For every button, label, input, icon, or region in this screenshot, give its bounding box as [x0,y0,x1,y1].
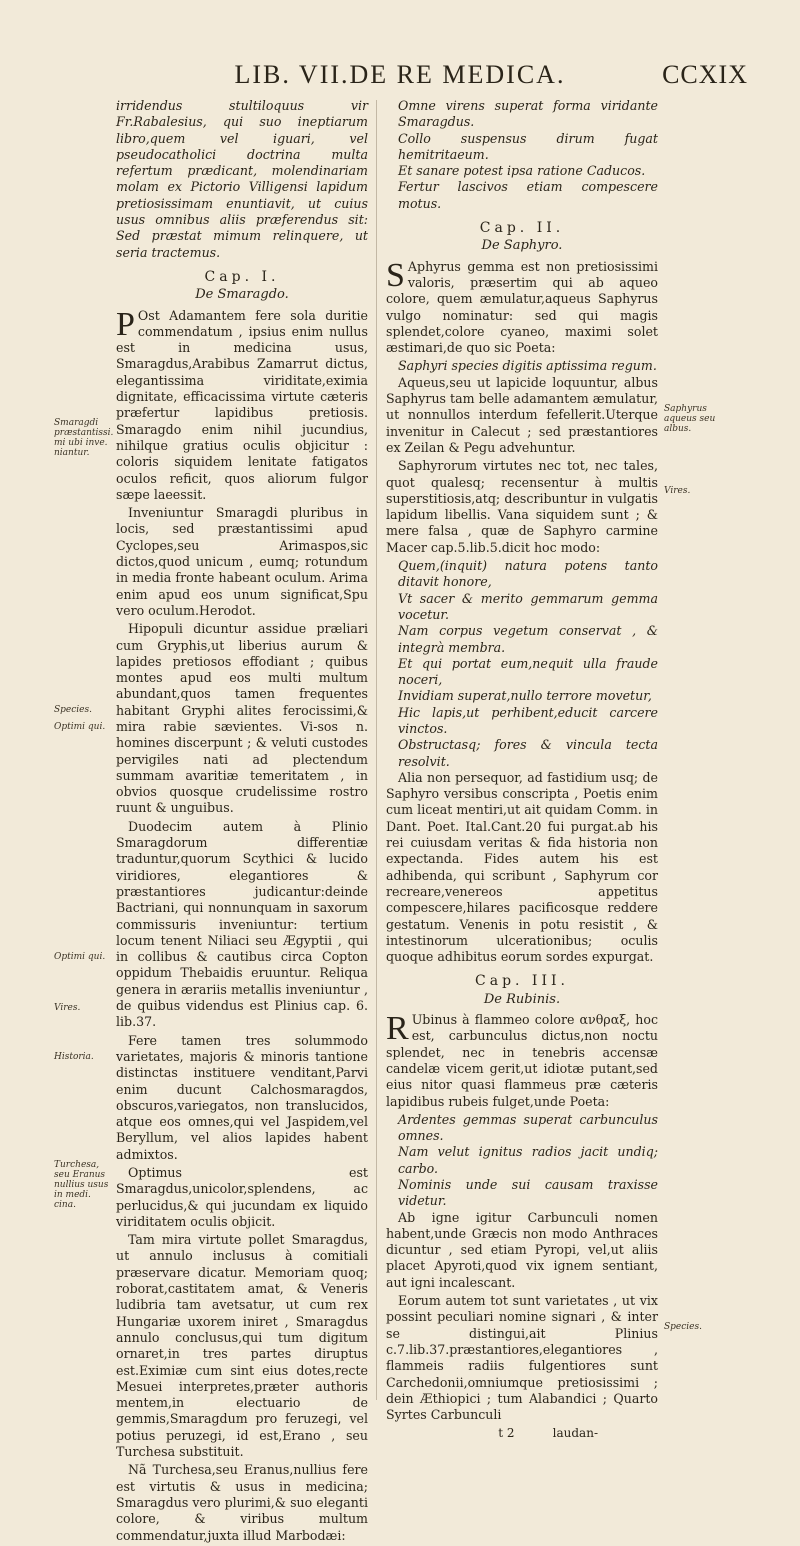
paragraph-2: Aqueus,seu ut lapicide loquuntur, albus Saphyrus tam belle adamantem æmulatur, ut nonnullos interdum fefellerit.Uterque invenitur in Calecut ; sed præstantiores ex Zeilan & Pegu advehuntur. [386,374,658,455]
verse-line: Quem,(inquit) natura potens tanto ditavit honore, [398,558,658,590]
intro-paragraph: irridendus stultiloquus vir Fr.Rabalesius, qui suo ineptiarum libro,quem vel iguari, vel pseudocatholici doctrina multa refertum prædicant, molendinariam molam ex Pictorio Villigensi lapidum pretiosissimam enuntiavit, ut cuius usus omnibus aliis præferendus sit: Sed præstat mimum relinquere, ut seria tractemus. [116,98,368,260]
margin-note: Saphyrus aqueus seu albus. [664,404,716,434]
drop-cap: R [386,1010,409,1048]
verse-line: Omne virens superat forma viridante Smaragdus. [398,98,658,130]
left-column [116,98,368,1546]
catchword: laudan- [552,1426,598,1441]
verse-line: Nam corpus vegetum conservat , & integrà membra. [398,623,658,655]
margin-note: Optimi qui. [54,722,106,732]
margin-note: Smaragdi præstantissi. mi ubi inve. niantur. [54,418,114,458]
paragraph-1: S Aphyrus gemma est non pretiosissimi valoris, præsertim qui ab aqueo colore, quem æmulatur,aqueus Saphyrus vulgo nominatur: sed qui magis splendet,colore cyaneo, maximi solet æstimari,de quo sic Poeta: [386,256,658,356]
paragraph-3: Saphyrorum virtutes nec tot, nec tales, quot qualesq; recensentur à multis superstitiosis,atq; describuntur in vulgatis lapidum libellis. Vana siquidem sunt ; & mere falsa , quæ de Saphyro carmine Macer cap.5.lib.5.dicit hoc modo: [386,458,658,555]
margin-note: Vires. [664,486,691,496]
chapter-title: De Saphyro. [481,238,563,254]
chapter-title: De Smaragdo. [195,287,289,303]
paragraph-7: Eorum autem tot sunt varietates , ut vix possint peculiari nomine signari , & inter se distingui,ait Plinius c.7.lib.37.præstantiores,elegantiores , flammeis radiis fulgentiores sunt Carchedonii,omniumque pretiosissimi ; dein Æthiopici ; tum Alabandici ; Quarto Syrtes Carbunculi [386,1293,658,1423]
paragraph-4: Alia non persequor, ad fastidium usq; de Saphyro versibus conscripta , Poetis enim cum liceat mentiri,ut ait quidam Comm. in Dant. Poet. Ital.Cant.20 fui purgat.ab his rei cuiusdam veritas & fida historia non expectanda. Fides autem his est adhibenda, qui scribunt , Saphyrum cor recreare,venereos appetitus compescere,hilares pacificosque reddere gestatum. Venenis in potu resistit , & intestinorum ulcerationibus; oculis quoque adhibitus eorum sordes expurgat. [386,769,658,965]
chapter-heading: Cap. III. [475,973,569,990]
paragraph-7: Tam mira virtute pollet Smaragdus, ut annulo inclusus à comitiali præservare dicatur. Memoriam quoq; roborat,castitatem amat, & Veneris ludibria tam avetsatur, ut cum rex Hungariæ uxorem iniret , Smaragdus annulo conclusus,qui tum digitum ornaret,in tres partes diruptus est.Eximiæ cum sint eius dotes,recte Mesuei interpretes,præter authoris mentem,in electuario de gemmis,Smaragdum pro feruzegi, vel potius peruzegi, id est,Erano , seu Turchesa substituit. [116,1232,368,1460]
paragraph-2: Inveniuntur Smaragdi pluribus in locis, sed præstantissimi apud Cyclopes,seu Arimaspos,sic dictos,quod unicum , eumq; rotundum in media fronte habeant oculum. Arima enim apud eos unum significat,Spu vero oculum.Herodot. [116,505,368,618]
verse-line: Vt sacer & merito gemmarum gemma vocetur. [398,590,658,622]
verse-line: Obstructasq; fores & vincula tecta resolvit. [398,737,658,769]
verse-line: Collo suspensus dirum fugat hemitritaeum. [398,130,658,162]
running-header [0,60,800,94]
margin-note: Turchesa, seu Eranus nullius usus in medi. cina. [54,1160,109,1210]
verse-line: Invidiam superat,nullo terrore movetur, [398,688,652,704]
verse-line: Nam velut ignitus radios jacit undiq; carbo. [398,1144,658,1176]
chapter-title: De Rubinis. [483,991,561,1007]
running-title: LIB. VII.DE RE MEDICA. [234,60,566,89]
paragraph-8: Nã Turchesa,seu Eranus,nullius fere est virtutis & usus in medicina; Smaragdus vero plurimi,& suo eleganti colore, & viribus multum commendatur,juxta illud Marbodæi: [116,1462,368,1543]
signature-mark [386,1425,658,1441]
verse-line: Ardentes gemmas superat carbunculus omnes. [398,1111,658,1144]
margin-note: Historia. [54,1052,94,1062]
signature: t 2 [498,1426,515,1441]
verse-line: Et qui portat eum,nequit ulla fraude noceri, [398,655,658,688]
margin-note: Species. [54,705,92,715]
chapter-heading: Cap. I. [204,268,280,285]
paragraph-4: Duodecim autem à Plinio Smaragdorum differentiæ traduntur,quorum Scythici & lucido viridiores, elegantiores & præstantiores judicantur:deinde Bactriani, qui nonnunquam in saxorum commissuris inveniuntur: tertium locum tenent Niliaci seu Ægyptii , qui in collibus & cautibus circa Copton oppidum Thebaidis eruuntur. Reliqua genera in ærariis metallis inveniuntur , de quibus videndus est Plinius cap. 6. lib.37. [116,818,368,1030]
right-column [386,98,658,1442]
verse-line: Saphyri species digitis aptissima regum. [398,358,657,374]
chapter-heading: Cap. II. [479,220,565,237]
drop-cap: S [386,256,405,294]
column-divider [376,100,377,1400]
paragraph-3: Hipopuli dicuntur assidue præliari cum Gryphis,ut liberius aurum & lapides pretiosos effodiant ; quibus montes apud eos multi multum abundant,quos tamen frequentes habitant Gryphi alites ferocissimi,& mira rabie sævientes. Vi-sos n. homines discerpunt ; & veluti custodes pervigiles nati ad plectendum summam avaritiæ temeritatem , in obvios quosque crudelissime rostro ruunt & unguibus. [116,621,368,816]
paragraph-1: P Ost Adamantem fere sola duritie commendatum , ipsius enim nullus est in medicina usus, Smaragdus,Arabibus Zamarrut dictus, elegantissima viriditate,eximia dignitate, efficacissima virtute cæteris præfertur lapidibus pretiosis. Smaragdo enim nihil jucundius, nihilque gratius oculis objicitur : coloris siquidem lenitate fatigatos oculos reficit, quos aliorum fulgor sæpe laeessit. [116,305,368,502]
margin-note: Species. [664,1322,702,1332]
verse-line: Hic lapis,ut perhibent,educit carcere vinctos. [398,704,658,736]
paragraph-5: Fere tamen tres solummodo varietates, majoris & minoris tantione distinctas instituere venditant,Parvi enim ducunt Calchosmaragdos, obscuros,variegatos, non translucidos, atque eos omnes,qui vel Jaspidem,vel Beryllum, vel alios lapides habent admixtos. [116,1032,368,1162]
margin-note: Vires. [54,1003,81,1013]
paragraph-6: Ab igne igitur Carbunculi nomen habent,unde Græcis non modo Anthraces dicuntur , sed etiam Pyropi, vel,ut aliis placet Apyroti,quod vix ignem sentiant, aut igni incalescant. [386,1209,658,1290]
page-number: CCXIX [662,60,748,89]
paragraph-5: R Ubinus à flammeo colore ανθραξ, hoc est, carbunculus dictus,non noctu splendet, nec in tenebris accensæ candelæ vicem gerit,ut idiotæ putant,sed eius nitor quasi flammeus præ cæteris lapidibus rubeis fulget,unde Poeta: [386,1010,658,1109]
verse-line: Fertur lascivos etiam compescere motus. [398,179,658,211]
verse-line: Nominis unde sui causam traxisse videtur. [398,1177,658,1209]
margin-note: Optimi qui. [54,952,106,962]
drop-cap: P [116,305,135,343]
verse-line: Et sanare potest ipsa ratione Caducos. [398,163,646,179]
paragraph-6: Optimus est Smaragdus,unicolor,splendens, ac perlucidus,& qui jucundam ex liquido viriditatem oculis objicit. [116,1165,368,1229]
